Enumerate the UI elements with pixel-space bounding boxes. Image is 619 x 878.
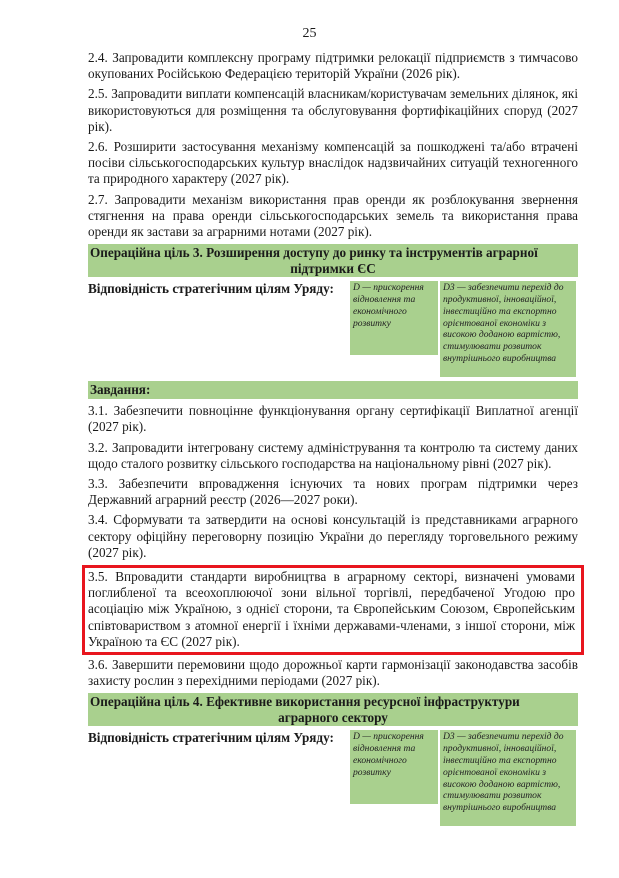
task-item-highlighted: 3.5. Впровадити стандарти виробництва в аграрному секторі, визначені умовами поглибленої та всеохоплюючої зони вільної торгівлі, передбаченої Угодою про асоціацію між Україною, з однієї сторони, та Європейським Союзом, Європейським співтовариством з атомної енергії і їхніми державами-членами, з іншої сторони, між Україною та ЄС (2027 рік). <box>88 569 575 649</box>
task-item: 3.3. Забезпечити впровадження існуючих та нових програм підтримки через Державний аграрний реєстр (2026—2027 роки). <box>88 476 578 508</box>
task-item: 3.6. Завершити перемовини щодо дорожньої карти гармонізації законодавства засобів захисту рослин з перехідними періодами (2027 рік). <box>88 657 578 689</box>
tasks-heading: Завдання: <box>88 381 578 399</box>
list-item: 2.5. Запровадити виплати компенсацій власникам/користувачам земельних ділянок, які використовуються для розміщення та обслуговування фортифікаційних споруд (2027 рік). <box>88 86 578 134</box>
list-item: 2.6. Розширити застосування механізму компенсацій за пошкоджені та/або втрачені посіви сільськогосподарських культур внаслідок надзвичайних ситуацій техногенного та природного характеру (2027 рік). <box>88 139 578 187</box>
task-item: 3.1. Забезпечити повноцінне функціонування органу сертифікації Виплатної агенції (2027 рік). <box>88 403 578 435</box>
operational-goal-3-heading <box>88 244 578 277</box>
alignment-label: Відповідність стратегічним цілям Уряду: <box>88 281 334 297</box>
task-item: 3.4. Сформувати та затвердити на основі консультацій із представниками аграрного сектору офіційну переговорну позицію України до перегляду торговельного режиму (2027 рік). <box>88 512 578 560</box>
task-item: 3.2. Запровадити інтегровану систему адміністрування та контролю та систему даних щодо сталого розвитку сільського господарства на національному рівні (2027 рік). <box>88 439 578 471</box>
goal-title-line1: Операційна ціль 4. Ефективне використання ресурсної інфраструктури <box>90 694 520 710</box>
strategic-goal-d-box: D — прискорення відновлення та економічного розвитку <box>350 281 438 355</box>
strategic-alignment-row <box>88 281 578 377</box>
goal-title-line1: Операційна ціль 3. Розширення доступу до ринку та інструментів аграрної <box>90 245 538 261</box>
page-number: 25 <box>302 26 317 41</box>
alignment-label: Відповідність стратегічним цілям Уряду: <box>88 730 334 746</box>
strategic-goal-d3-box: D3 — забезпечити перехід до продуктивної, інноваційної, інвестиційно та експортно орієнтованої економіки з високою доданою вартістю, стимулювати розвиток внутрішнього виробництва <box>440 281 576 377</box>
operational-goal-4-heading <box>88 693 578 726</box>
goal-title-line2: підтримки ЄС <box>290 261 376 277</box>
list-item: 2.7. Запровадити механізм використання прав оренди як розблокування звернення стягнення на права оренди сільськогосподарських земель та використання права оренди як застави за аграрними нотами (2027 рік). <box>88 191 578 240</box>
strategic-goal-d-box: D — прискорення відновлення та економічного розвитку <box>350 730 438 804</box>
document-body <box>88 50 578 830</box>
strategic-goal-d3-box: D3 — забезпечити перехід до продуктивної, інноваційної, інвестиційно та експортно орієнтованої економіки з високою доданою вартістю, стимулювати розвиток внутрішнього виробництва <box>440 730 576 826</box>
strategic-alignment-row <box>88 730 578 826</box>
list-item: 2.4. Запровадити комплексну програму підтримки релокації підприємств з тимчасово окупованих Російською Федерацією територій України (2026 рік). <box>88 50 578 82</box>
highlighted-task-box <box>82 565 584 655</box>
goal-title-line2: аграрного сектору <box>278 710 388 726</box>
